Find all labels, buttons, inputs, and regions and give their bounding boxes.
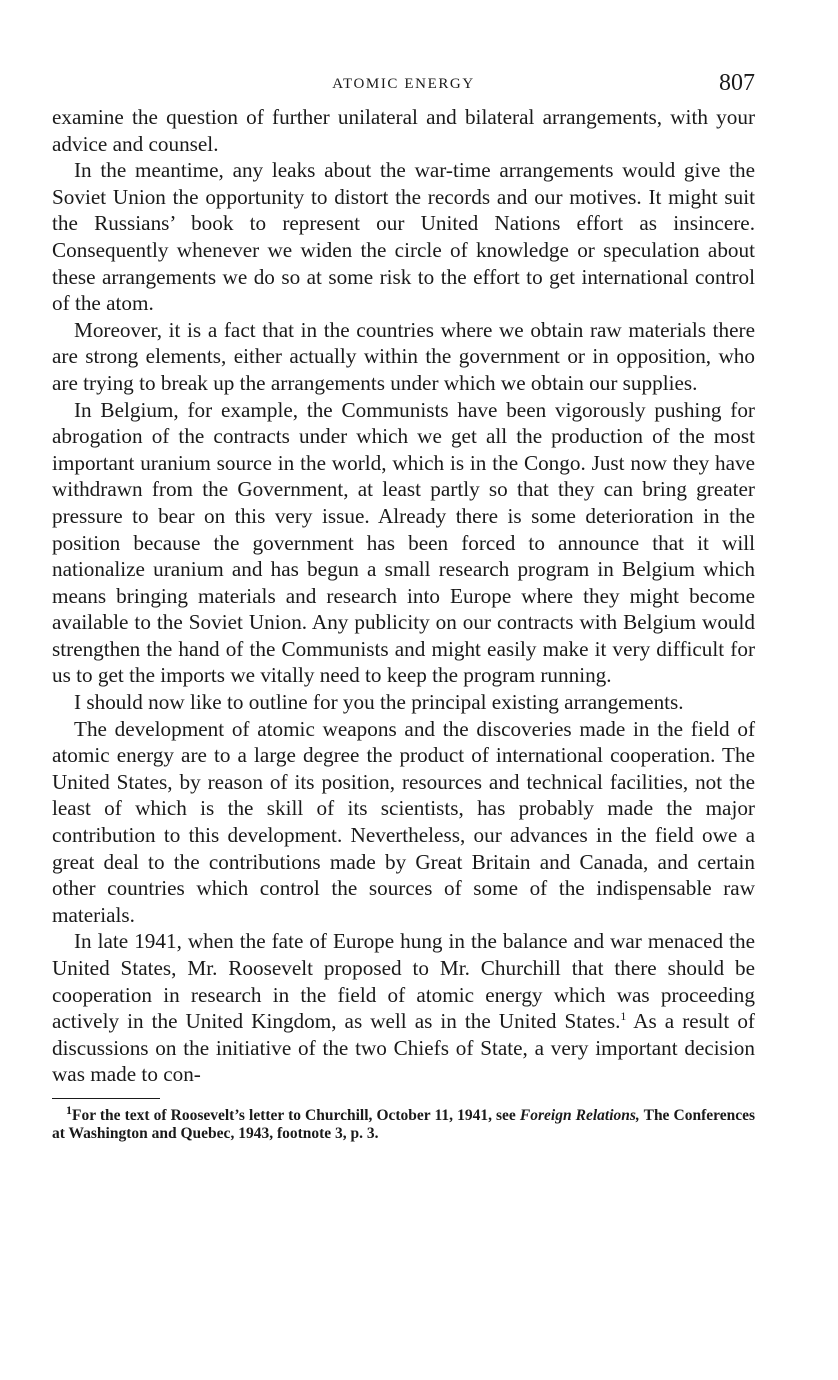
footnote: [52, 1102, 756, 1143]
footnote-text: For the text of Roosevelt’s letter to Churchill, October 11, 1941, see: [72, 1106, 520, 1124]
page-number: 807: [719, 70, 755, 96]
running-head: [52, 70, 755, 104]
footnote-text: The Conferences at Washington and Quebec, 1943, footnote 3, p. 3.: [52, 1106, 756, 1142]
footnote-marker: 1: [66, 1102, 72, 1117]
paragraph: I should now like to outline for you the principal existing arrangements.: [74, 690, 684, 715]
running-title: ATOMIC ENERGY: [332, 76, 475, 92]
paragraph: [52, 928, 755, 1088]
footnote-source-title: Foreign Relations,: [519, 1106, 640, 1124]
paragraph-continuation: examine the question of further unilateral and bilateral arrangements, with your advice and counsel.: [52, 105, 755, 156]
paragraph-text: In late 1941, when the fate of Europe hung in the balance and war menaced the United States, Mr. Roosevelt proposed to Mr. Churchill that there should be cooperation in research in the field of atomic energy which was proceeding actively in the United Kingdom, as well as in the United States.: [52, 929, 755, 1034]
paragraph: In the meantime, any leaks about the war-time arrangements would give the Soviet Union the opportunity to distort the records and our motives. It might suit the Russians’ book to represent our United Nations effort as insincere. Consequently whenever we widen the circle of knowledge or speculation about these arrangements we do so at some risk to the effort to get international control of the atom.: [52, 158, 755, 316]
paragraph: The development of atomic weapons and the discoveries made in the field of atomic energy are to a large degree the product of international cooperation. The United States, by reason of its position, resources and technical facilities, not the least of which is the skill of its scientists, has probably made the major contribution to this development. Nevertheless, our advances in the field owe a great deal to the contributions made by Great Britain and Canada, and certain other countries which control the sources of some of the indispensable raw materials.: [52, 716, 755, 927]
paragraph-text: As a result of discussions on the initiative of the two Chiefs of State, a very important decision was made to con-: [52, 1009, 755, 1087]
footnote-divider: [52, 1098, 160, 1099]
paragraph: In Belgium, for example, the Communists have been vigorously pushing for abrogation of the contracts under which we get all the production of the most important uranium source in the world, which is in the Congo. Just now they have withdrawn from the Government, at least partly so that they can bring greater pressure to bear on this very issue. Already there is some deterioration in the position because the government has been forced to announce that it will nationalize uranium and has begun a small research program in Belgium which means bringing materials and research into Europe where they might become available to the Soviet Union. Any publicity on our contracts with Belgium would strengthen the hand of the Communists and might easily make it very difficult for us to get the imports we vitally need to keep the program running.: [52, 397, 755, 688]
footnote-reference[interactable]: 1: [620, 1009, 627, 1024]
body-text: [52, 104, 755, 1088]
document-page: [52, 70, 755, 1143]
paragraph: Moreover, it is a fact that in the countries where we obtain raw materials there are strong elements, either actually within the government or in opposition, who are trying to break up the arrangements under which we obtain our supplies.: [52, 317, 755, 395]
